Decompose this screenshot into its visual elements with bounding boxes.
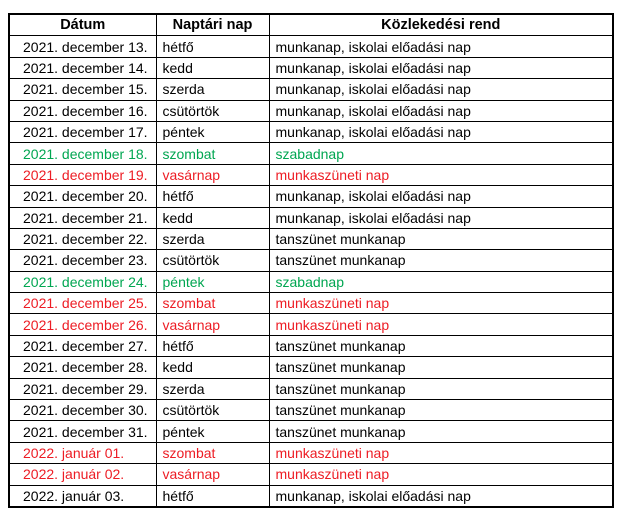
cell-day: kedd — [156, 57, 269, 78]
cell-date: 2021. december 14. — [9, 57, 156, 78]
cell-date: 2021. december 20. — [9, 186, 156, 207]
cell-day: péntek — [156, 421, 269, 442]
table-row — [9, 143, 613, 164]
table-row — [9, 485, 613, 507]
cell-rule: munkanap, iskolai előadási nap — [269, 36, 613, 57]
cell-day: szombat — [156, 442, 269, 463]
cell-date: 2021. december 29. — [9, 378, 156, 399]
cell-rule: munkanap, iskolai előadási nap — [269, 121, 613, 142]
table-row — [9, 378, 613, 399]
table-row — [9, 464, 613, 485]
cell-day: péntek — [156, 121, 269, 142]
cell-day: szerda — [156, 79, 269, 100]
cell-day: szerda — [156, 228, 269, 249]
table-row — [9, 250, 613, 271]
table-row — [9, 421, 613, 442]
cell-date: 2021. december 17. — [9, 121, 156, 142]
header-row — [9, 14, 613, 36]
cell-rule: munkanap, iskolai előadási nap — [269, 100, 613, 121]
cell-rule: munkanap, iskolai előadási nap — [269, 79, 613, 100]
table-row — [9, 36, 613, 57]
cell-rule: munkanap, iskolai előadási nap — [269, 485, 613, 507]
table-row — [9, 271, 613, 292]
cell-date: 2021. december 27. — [9, 335, 156, 356]
cell-rule: tanszünet munkanap — [269, 250, 613, 271]
cell-rule: tanszünet munkanap — [269, 400, 613, 421]
cell-date: 2021. december 16. — [9, 100, 156, 121]
cell-date: 2021. december 15. — [9, 79, 156, 100]
cell-rule: tanszünet munkanap — [269, 228, 613, 249]
cell-rule: tanszünet munkanap — [269, 357, 613, 378]
cell-day: kedd — [156, 357, 269, 378]
cell-day: csütörtök — [156, 100, 269, 121]
cell-day: vasárnap — [156, 314, 269, 335]
table-row — [9, 100, 613, 121]
cell-rule: szabadnap — [269, 271, 613, 292]
cell-rule: munkaszüneti nap — [269, 164, 613, 185]
cell-date: 2021. december 25. — [9, 293, 156, 314]
table-row — [9, 442, 613, 463]
cell-day: hétfő — [156, 186, 269, 207]
cell-date: 2022. január 03. — [9, 485, 156, 507]
cell-day: csütörtök — [156, 250, 269, 271]
cell-rule: munkaszüneti nap — [269, 442, 613, 463]
cell-day: szombat — [156, 143, 269, 164]
cell-rule: munkaszüneti nap — [269, 314, 613, 335]
cell-day: hétfő — [156, 485, 269, 507]
cell-rule: munkanap, iskolai előadási nap — [269, 186, 613, 207]
transport-schedule-table — [8, 13, 614, 508]
cell-rule: tanszünet munkanap — [269, 335, 613, 356]
cell-date: 2021. december 21. — [9, 207, 156, 228]
table-row — [9, 57, 613, 78]
cell-rule: munkanap, iskolai előadási nap — [269, 207, 613, 228]
cell-rule: szabadnap — [269, 143, 613, 164]
table-row — [9, 228, 613, 249]
cell-day: szombat — [156, 293, 269, 314]
cell-date: 2021. december 22. — [9, 228, 156, 249]
cell-rule: tanszünet munkanap — [269, 378, 613, 399]
cell-date: 2021. december 31. — [9, 421, 156, 442]
cell-date: 2021. december 13. — [9, 36, 156, 57]
cell-date: 2021. december 18. — [9, 143, 156, 164]
column-header-kozlekedesi-rend: Közlekedési rend — [269, 14, 613, 36]
table-row — [9, 121, 613, 142]
cell-day: vasárnap — [156, 164, 269, 185]
cell-date: 2021. december 19. — [9, 164, 156, 185]
cell-rule: munkaszüneti nap — [269, 464, 613, 485]
column-header-naptari-nap: Naptári nap — [156, 14, 269, 36]
cell-day: hétfő — [156, 36, 269, 57]
cell-rule: munkaszüneti nap — [269, 293, 613, 314]
cell-date: 2022. január 02. — [9, 464, 156, 485]
cell-date: 2021. december 28. — [9, 357, 156, 378]
cell-date: 2022. január 01. — [9, 442, 156, 463]
cell-day: szerda — [156, 378, 269, 399]
column-header-datum: Dátum — [9, 14, 156, 36]
cell-date: 2021. december 23. — [9, 250, 156, 271]
table-row — [9, 293, 613, 314]
table-row — [9, 186, 613, 207]
table-row — [9, 207, 613, 228]
cell-day: csütörtök — [156, 400, 269, 421]
table-row — [9, 164, 613, 185]
table-row — [9, 357, 613, 378]
cell-date: 2021. december 24. — [9, 271, 156, 292]
cell-day: hétfő — [156, 335, 269, 356]
cell-date: 2021. december 26. — [9, 314, 156, 335]
cell-rule: tanszünet munkanap — [269, 421, 613, 442]
table-row — [9, 79, 613, 100]
table-row — [9, 314, 613, 335]
cell-day: vasárnap — [156, 464, 269, 485]
cell-date: 2021. december 30. — [9, 400, 156, 421]
table-row — [9, 400, 613, 421]
cell-rule: munkanap, iskolai előadási nap — [269, 57, 613, 78]
cell-day: kedd — [156, 207, 269, 228]
cell-day: péntek — [156, 271, 269, 292]
table-row — [9, 335, 613, 356]
